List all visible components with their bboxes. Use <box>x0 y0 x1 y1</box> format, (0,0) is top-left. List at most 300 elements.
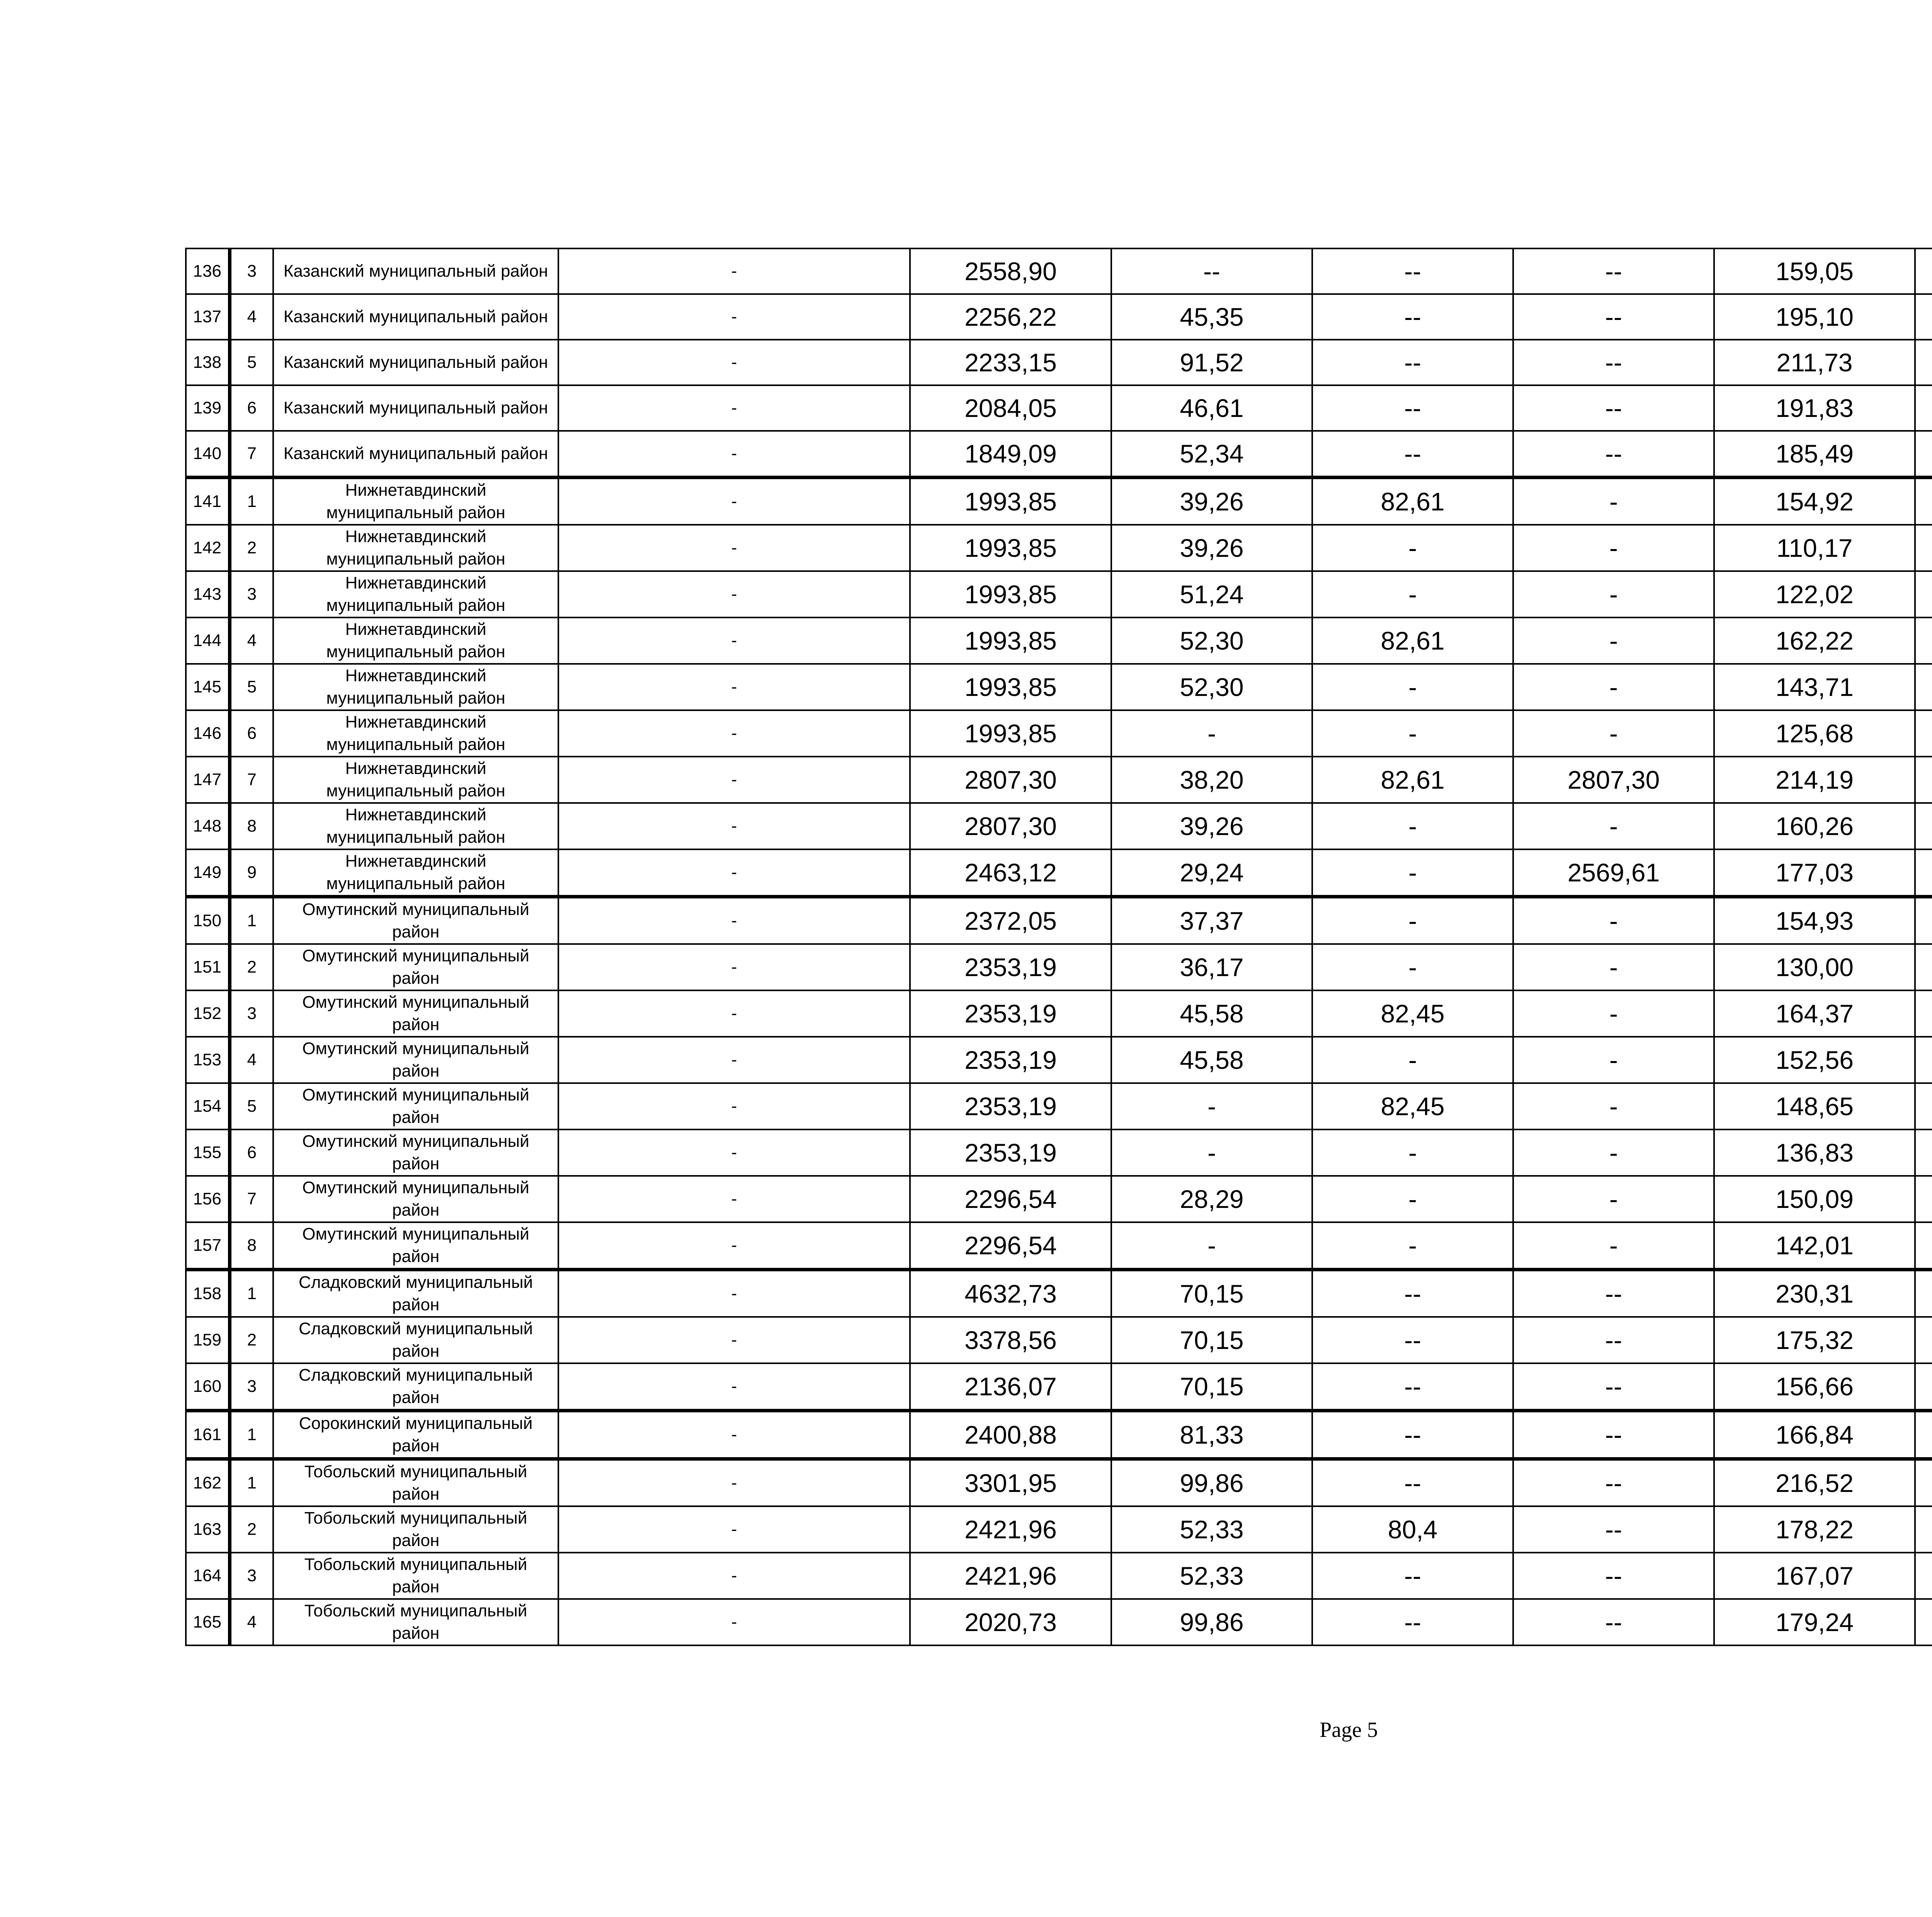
value-cell-2: 36,17 <box>1111 944 1312 990</box>
value-cell-5: 156,66 <box>1714 1363 1915 1411</box>
value-cell-5: 154,93 <box>1714 897 1915 944</box>
value-cell-1: 1993,85 <box>910 617 1111 664</box>
value-cell-1: 1993,85 <box>910 525 1111 571</box>
sub-number-cell: 2 <box>230 1506 273 1553</box>
value-cell-4: - <box>1513 1129 1714 1176</box>
value-cell-3: 82,45 <box>1312 990 1513 1037</box>
value-cell-3: -- <box>1312 1459 1513 1507</box>
value-cell-2: 70,15 <box>1111 1317 1312 1363</box>
value-cell-3: - <box>1312 1176 1513 1222</box>
table-row <box>186 1553 1932 1599</box>
sub-number-cell: 8 <box>230 1222 273 1270</box>
value-cell-4: - <box>1513 1083 1714 1129</box>
value-cell-1: 2353,19 <box>910 1129 1111 1176</box>
empty-value-cell: - <box>558 1599 910 1645</box>
value-cell-2: 51,24 <box>1111 571 1312 617</box>
empty-value-cell: - <box>558 1317 910 1363</box>
value-cell-2: 38,20 <box>1111 757 1312 803</box>
row-number-cell: 139 <box>186 385 230 431</box>
table-row <box>186 340 1932 385</box>
sub-number-cell: 3 <box>230 1553 273 1599</box>
value-cell-1: 2136,07 <box>910 1363 1111 1411</box>
value-cell-1: 2558,90 <box>910 248 1111 294</box>
value-cell-4: -- <box>1513 385 1714 431</box>
value-cell-4: -- <box>1513 1270 1714 1317</box>
value-cell-5: 211,73 <box>1714 340 1915 385</box>
sub-number-cell: 5 <box>230 664 273 710</box>
value-cell-2: 99,86 <box>1111 1459 1312 1507</box>
value-cell-1: 2807,30 <box>910 803 1111 849</box>
row-number-cell: 163 <box>186 1506 230 1553</box>
value-cell-6 <box>1915 385 1932 431</box>
district-name-cell: Нижнетавдинский муниципальный район <box>273 478 558 525</box>
empty-value-cell: - <box>558 803 910 849</box>
district-name-cell: Казанский муниципальный район <box>273 431 558 478</box>
district-name-cell: Нижнетавдинский муниципальный район <box>273 757 558 803</box>
row-number-cell: 136 <box>186 248 230 294</box>
value-cell-5: 160,26 <box>1714 803 1915 849</box>
value-cell-3: 82,61 <box>1312 617 1513 664</box>
value-cell-2: 45,58 <box>1111 990 1312 1037</box>
value-cell-1: 1993,85 <box>910 478 1111 525</box>
value-cell-2: 46,61 <box>1111 385 1312 431</box>
value-cell-1: 2353,19 <box>910 1037 1111 1083</box>
value-cell-5: 175,32 <box>1714 1317 1915 1363</box>
value-cell-3: - <box>1312 525 1513 571</box>
table-row <box>186 1363 1932 1411</box>
value-cell-4: - <box>1513 664 1714 710</box>
value-cell-6 <box>1915 571 1932 617</box>
value-cell-2: 70,15 <box>1111 1363 1312 1411</box>
row-number-cell: 156 <box>186 1176 230 1222</box>
table-row <box>186 385 1932 431</box>
district-name-cell: Нижнетавдинский муниципальный район <box>273 849 558 897</box>
value-cell-3: 82,45 <box>1312 1083 1513 1129</box>
value-cell-5: 164,37 <box>1714 990 1915 1037</box>
value-cell-3: -- <box>1312 385 1513 431</box>
value-cell-4: 2569,61 <box>1513 849 1714 897</box>
row-number-cell: 137 <box>186 294 230 340</box>
empty-value-cell: - <box>558 990 910 1037</box>
value-cell-1: 2084,05 <box>910 385 1111 431</box>
row-number-cell: 150 <box>186 897 230 944</box>
table-row <box>186 710 1932 757</box>
sub-number-cell: 2 <box>230 944 273 990</box>
value-cell-5: 130,00 <box>1714 944 1915 990</box>
value-cell-6 <box>1915 617 1932 664</box>
row-number-cell: 157 <box>186 1222 230 1270</box>
sub-number-cell: 7 <box>230 757 273 803</box>
value-cell-3: -- <box>1312 1317 1513 1363</box>
row-number-cell: 154 <box>186 1083 230 1129</box>
district-name-cell: Тобольский муниципальный район <box>273 1459 558 1507</box>
value-cell-5: 142,01 <box>1714 1222 1915 1270</box>
value-cell-6 <box>1915 1037 1932 1083</box>
value-cell-3: -- <box>1312 294 1513 340</box>
value-cell-2: 29,24 <box>1111 849 1312 897</box>
row-number-cell: 160 <box>186 1363 230 1411</box>
value-cell-6 <box>1915 849 1932 897</box>
value-cell-3: -- <box>1312 1363 1513 1411</box>
value-cell-6 <box>1915 1176 1932 1222</box>
row-number-cell: 158 <box>186 1270 230 1317</box>
district-name-cell: Нижнетавдинский муниципальный район <box>273 803 558 849</box>
value-cell-1: 2807,30 <box>910 757 1111 803</box>
row-number-cell: 138 <box>186 340 230 385</box>
row-number-cell: 151 <box>186 944 230 990</box>
value-cell-1: 2233,15 <box>910 340 1111 385</box>
value-cell-2: -- <box>1111 248 1312 294</box>
value-cell-6 <box>1915 294 1932 340</box>
table-row <box>186 664 1932 710</box>
table-row <box>186 248 1932 294</box>
value-cell-6 <box>1915 431 1932 478</box>
value-cell-3: - <box>1312 571 1513 617</box>
table-row <box>186 1599 1932 1645</box>
value-cell-2: - <box>1111 1129 1312 1176</box>
sub-number-cell: 7 <box>230 431 273 478</box>
sub-number-cell: 7 <box>230 1176 273 1222</box>
sub-number-cell: 3 <box>230 1363 273 1411</box>
value-cell-4: -- <box>1513 294 1714 340</box>
district-name-cell: Нижнетавдинский муниципальный район <box>273 571 558 617</box>
district-name-cell: Нижнетавдинский муниципальный район <box>273 525 558 571</box>
value-cell-2: 91,52 <box>1111 340 1312 385</box>
value-cell-4: -- <box>1513 1317 1714 1363</box>
table-row <box>186 431 1932 478</box>
value-cell-6 <box>1915 710 1932 757</box>
district-name-cell: Казанский муниципальный район <box>273 340 558 385</box>
value-cell-6 <box>1915 340 1932 385</box>
value-cell-6 <box>1915 478 1932 525</box>
value-cell-2: 52,30 <box>1111 664 1312 710</box>
value-cell-6 <box>1915 990 1932 1037</box>
empty-value-cell: - <box>558 1222 910 1270</box>
value-cell-4: - <box>1513 1037 1714 1083</box>
district-name-cell: Тобольский муниципальный район <box>273 1599 558 1645</box>
table-row <box>186 478 1932 525</box>
district-name-cell: Нижнетавдинский муниципальный район <box>273 617 558 664</box>
row-number-cell: 144 <box>186 617 230 664</box>
sub-number-cell: 5 <box>230 1083 273 1129</box>
value-cell-1: 2353,19 <box>910 944 1111 990</box>
row-number-cell: 161 <box>186 1411 230 1459</box>
sub-number-cell: 3 <box>230 248 273 294</box>
empty-value-cell: - <box>558 294 910 340</box>
district-name-cell: Тобольский муниципальный район <box>273 1506 558 1553</box>
value-cell-5: 185,49 <box>1714 431 1915 478</box>
value-cell-6 <box>1915 1363 1932 1411</box>
value-cell-2: 39,26 <box>1111 478 1312 525</box>
sub-number-cell: 1 <box>230 1411 273 1459</box>
value-cell-4: -- <box>1513 431 1714 478</box>
value-cell-5: 167,07 <box>1714 1553 1915 1599</box>
table-row <box>186 1411 1932 1459</box>
value-cell-2: 52,30 <box>1111 617 1312 664</box>
sub-number-cell: 3 <box>230 571 273 617</box>
sub-number-cell: 2 <box>230 525 273 571</box>
sub-number-cell: 4 <box>230 617 273 664</box>
value-cell-3: - <box>1312 944 1513 990</box>
value-cell-5: 216,52 <box>1714 1459 1915 1507</box>
value-cell-6 <box>1915 1553 1932 1599</box>
value-cell-6 <box>1915 944 1932 990</box>
value-cell-4: -- <box>1513 248 1714 294</box>
value-cell-3: - <box>1312 897 1513 944</box>
table-row <box>186 1270 1932 1317</box>
value-cell-3: -- <box>1312 340 1513 385</box>
table-row <box>186 1459 1932 1507</box>
value-cell-5: 178,22 <box>1714 1506 1915 1553</box>
value-cell-5: 177,03 <box>1714 849 1915 897</box>
value-cell-6 <box>1915 1083 1932 1129</box>
value-cell-5: 110,17 <box>1714 525 1915 571</box>
sub-number-cell: 5 <box>230 340 273 385</box>
value-cell-6 <box>1915 1411 1932 1459</box>
value-cell-3: - <box>1312 664 1513 710</box>
sub-number-cell: 6 <box>230 710 273 757</box>
value-cell-4: 2807,30 <box>1513 757 1714 803</box>
value-cell-4: -- <box>1513 1599 1714 1645</box>
district-name-cell: Омутинский муниципальный район <box>273 944 558 990</box>
table-row <box>186 1129 1932 1176</box>
value-cell-2: 39,26 <box>1111 803 1312 849</box>
value-cell-4: - <box>1513 617 1714 664</box>
district-name-cell: Казанский муниципальный район <box>273 248 558 294</box>
value-cell-2: - <box>1111 1083 1312 1129</box>
table-row <box>186 1037 1932 1083</box>
district-name-cell: Омутинский муниципальный район <box>273 897 558 944</box>
value-cell-1: 3378,56 <box>910 1317 1111 1363</box>
value-cell-6 <box>1915 1317 1932 1363</box>
empty-value-cell: - <box>558 617 910 664</box>
row-number-cell: 155 <box>186 1129 230 1176</box>
row-number-cell: 146 <box>186 710 230 757</box>
row-number-cell: 143 <box>186 571 230 617</box>
empty-value-cell: - <box>558 1506 910 1553</box>
value-cell-1: 1849,09 <box>910 431 1111 478</box>
empty-value-cell: - <box>558 664 910 710</box>
table-row <box>186 803 1932 849</box>
table-row <box>186 990 1932 1037</box>
value-cell-4: - <box>1513 710 1714 757</box>
value-cell-5: 162,22 <box>1714 617 1915 664</box>
table-row <box>186 525 1932 571</box>
value-cell-5: 143,71 <box>1714 664 1915 710</box>
value-cell-1: 2353,19 <box>910 1083 1111 1129</box>
district-name-cell: Тобольский муниципальный район <box>273 1553 558 1599</box>
empty-value-cell: - <box>558 710 910 757</box>
value-cell-3: 80,4 <box>1312 1506 1513 1553</box>
value-cell-5: 230,31 <box>1714 1270 1915 1317</box>
value-cell-1: 2400,88 <box>910 1411 1111 1459</box>
empty-value-cell: - <box>558 897 910 944</box>
empty-value-cell: - <box>558 1037 910 1083</box>
value-cell-3: 82,61 <box>1312 757 1513 803</box>
empty-value-cell: - <box>558 248 910 294</box>
value-cell-3: -- <box>1312 1553 1513 1599</box>
row-number-cell: 141 <box>186 478 230 525</box>
value-cell-6 <box>1915 803 1932 849</box>
value-cell-2: 45,58 <box>1111 1037 1312 1083</box>
row-number-cell: 145 <box>186 664 230 710</box>
value-cell-2: 52,33 <box>1111 1553 1312 1599</box>
empty-value-cell: - <box>558 757 910 803</box>
district-name-cell: Нижнетавдинский муниципальный район <box>273 664 558 710</box>
district-name-cell: Сладковский муниципальный район <box>273 1270 558 1317</box>
row-number-cell: 148 <box>186 803 230 849</box>
empty-value-cell: - <box>558 1363 910 1411</box>
table-row <box>186 617 1932 664</box>
empty-value-cell: - <box>558 385 910 431</box>
value-cell-5: 214,19 <box>1714 757 1915 803</box>
table-row <box>186 849 1932 897</box>
value-cell-1: 2421,96 <box>910 1553 1111 1599</box>
value-cell-2: 52,34 <box>1111 431 1312 478</box>
row-number-cell: 142 <box>186 525 230 571</box>
sub-number-cell: 2 <box>230 1317 273 1363</box>
value-cell-5: 150,09 <box>1714 1176 1915 1222</box>
sub-number-cell: 1 <box>230 897 273 944</box>
value-cell-5: 148,65 <box>1714 1083 1915 1129</box>
value-cell-1: 1993,85 <box>910 664 1111 710</box>
value-cell-3: -- <box>1312 248 1513 294</box>
value-cell-5: 195,10 <box>1714 294 1915 340</box>
row-number-cell: 152 <box>186 990 230 1037</box>
district-name-cell: Казанский муниципальный район <box>273 385 558 431</box>
table-row <box>186 294 1932 340</box>
value-cell-4: - <box>1513 990 1714 1037</box>
value-cell-3: - <box>1312 1129 1513 1176</box>
value-cell-3: - <box>1312 849 1513 897</box>
row-number-cell: 140 <box>186 431 230 478</box>
value-cell-4: - <box>1513 944 1714 990</box>
value-cell-3: - <box>1312 1037 1513 1083</box>
district-name-cell: Омутинский муниципальный район <box>273 990 558 1037</box>
district-name-cell: Омутинский муниципальный район <box>273 1129 558 1176</box>
value-cell-1: 1993,85 <box>910 571 1111 617</box>
table-row <box>186 757 1932 803</box>
sub-number-cell: 3 <box>230 990 273 1037</box>
value-cell-3: - <box>1312 1222 1513 1270</box>
district-name-cell: Сорокинский муниципальный район <box>273 1411 558 1459</box>
value-cell-6 <box>1915 525 1932 571</box>
value-cell-4: - <box>1513 571 1714 617</box>
district-name-cell: Омутинский муниципальный район <box>273 1222 558 1270</box>
value-cell-5: 122,02 <box>1714 571 1915 617</box>
value-cell-3: 82,61 <box>1312 478 1513 525</box>
empty-value-cell: - <box>558 478 910 525</box>
district-name-cell: Омутинский муниципальный район <box>273 1083 558 1129</box>
value-cell-1: 2256,22 <box>910 294 1111 340</box>
district-name-cell: Омутинский муниципальный район <box>273 1037 558 1083</box>
value-cell-5: 136,83 <box>1714 1129 1915 1176</box>
row-number-cell: 147 <box>186 757 230 803</box>
empty-value-cell: - <box>558 944 910 990</box>
value-cell-1: 2463,12 <box>910 849 1111 897</box>
sub-number-cell: 6 <box>230 1129 273 1176</box>
value-cell-6 <box>1915 1129 1932 1176</box>
value-cell-4: - <box>1513 803 1714 849</box>
value-cell-1: 2296,54 <box>910 1176 1111 1222</box>
empty-value-cell: - <box>558 571 910 617</box>
empty-value-cell: - <box>558 525 910 571</box>
value-cell-2: - <box>1111 1222 1312 1270</box>
value-cell-3: -- <box>1312 1411 1513 1459</box>
value-cell-1: 2020,73 <box>910 1599 1111 1645</box>
value-cell-1: 2421,96 <box>910 1506 1111 1553</box>
sub-number-cell: 8 <box>230 803 273 849</box>
value-cell-5: 152,56 <box>1714 1037 1915 1083</box>
district-name-cell: Казанский муниципальный район <box>273 294 558 340</box>
value-cell-4: - <box>1513 1176 1714 1222</box>
value-cell-4: - <box>1513 525 1714 571</box>
value-cell-3: - <box>1312 803 1513 849</box>
value-cell-6 <box>1915 1459 1932 1507</box>
value-cell-4: - <box>1513 1222 1714 1270</box>
value-cell-4: - <box>1513 897 1714 944</box>
sub-number-cell: 4 <box>230 1599 273 1645</box>
page-number: Page 5 <box>1320 1718 1378 1742</box>
table-body <box>186 248 1932 1645</box>
empty-value-cell: - <box>558 431 910 478</box>
value-cell-3: -- <box>1312 431 1513 478</box>
value-cell-2: 99,86 <box>1111 1599 1312 1645</box>
value-cell-4: -- <box>1513 1506 1714 1553</box>
value-cell-4: -- <box>1513 1459 1714 1507</box>
sub-number-cell: 4 <box>230 294 273 340</box>
value-cell-2: 52,33 <box>1111 1506 1312 1553</box>
district-name-cell: Нижнетавдинский муниципальный район <box>273 710 558 757</box>
row-number-cell: 165 <box>186 1599 230 1645</box>
value-cell-6 <box>1915 1506 1932 1553</box>
table-row <box>186 1506 1932 1553</box>
row-number-cell: 164 <box>186 1553 230 1599</box>
table-row <box>186 1222 1932 1270</box>
table-row <box>186 571 1932 617</box>
value-cell-1: 2372,05 <box>910 897 1111 944</box>
empty-value-cell: - <box>558 1176 910 1222</box>
value-cell-5: 179,24 <box>1714 1599 1915 1645</box>
value-cell-4: -- <box>1513 1553 1714 1599</box>
table-row <box>186 1317 1932 1363</box>
sub-number-cell: 1 <box>230 1459 273 1507</box>
value-cell-1: 2296,54 <box>910 1222 1111 1270</box>
empty-value-cell: - <box>558 1459 910 1507</box>
table-row <box>186 1083 1932 1129</box>
tariff-table <box>185 248 1932 1646</box>
district-name-cell: Сладковский муниципальный район <box>273 1363 558 1411</box>
value-cell-2: 81,33 <box>1111 1411 1312 1459</box>
value-cell-2: 45,35 <box>1111 294 1312 340</box>
empty-value-cell: - <box>558 1411 910 1459</box>
value-cell-5: 159,05 <box>1714 248 1915 294</box>
value-cell-5: 191,83 <box>1714 385 1915 431</box>
value-cell-6 <box>1915 664 1932 710</box>
empty-value-cell: - <box>558 1553 910 1599</box>
value-cell-4: -- <box>1513 1411 1714 1459</box>
empty-value-cell: - <box>558 340 910 385</box>
value-cell-2: 28,29 <box>1111 1176 1312 1222</box>
value-cell-4: - <box>1513 478 1714 525</box>
value-cell-3: -- <box>1312 1270 1513 1317</box>
row-number-cell: 162 <box>186 1459 230 1507</box>
row-number-cell: 153 <box>186 1037 230 1083</box>
value-cell-5: 166,84 <box>1714 1411 1915 1459</box>
value-cell-5: 125,68 <box>1714 710 1915 757</box>
sub-number-cell: 4 <box>230 1037 273 1083</box>
value-cell-6 <box>1915 757 1932 803</box>
